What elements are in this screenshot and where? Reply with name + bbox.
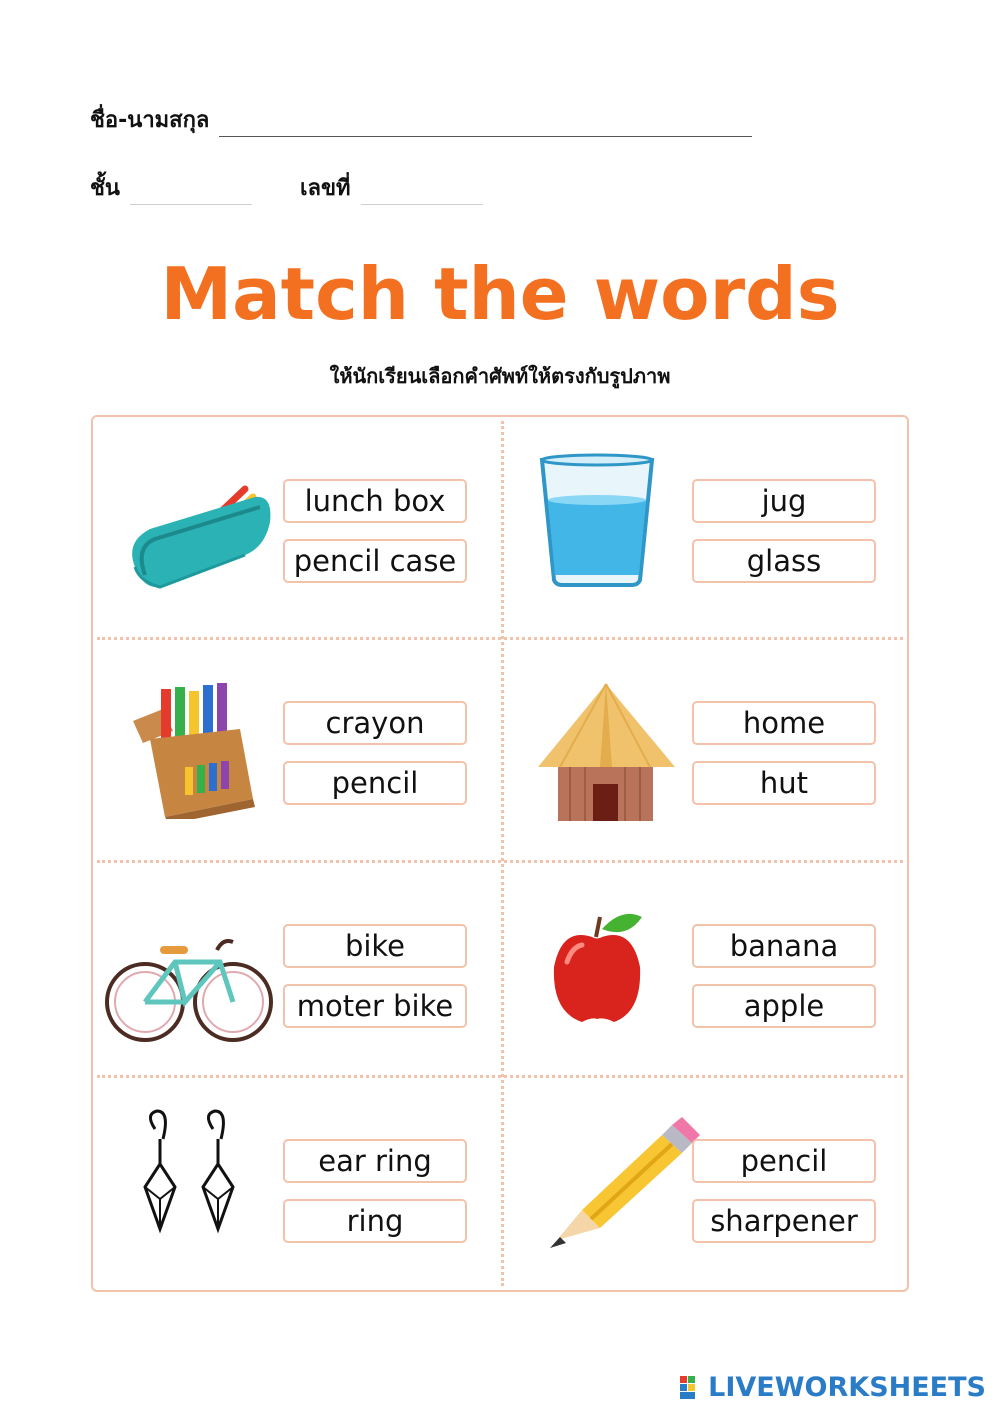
class-line[interactable] (130, 204, 252, 205)
option-box[interactable]: home (692, 701, 876, 745)
liveworksheets-logo (680, 1372, 986, 1403)
option-box[interactable]: banana (692, 924, 876, 968)
option-box[interactable]: pencil (692, 1139, 876, 1183)
match-item (502, 639, 911, 858)
option-box[interactable]: apple (692, 984, 876, 1028)
match-item (93, 639, 502, 858)
earrings-icon (125, 1109, 295, 1259)
option-box[interactable]: ear ring (283, 1139, 467, 1183)
match-item (93, 1077, 502, 1296)
name-label: ชื่อ-นามสกุล (90, 108, 210, 133)
apple-icon (542, 907, 712, 1057)
number-label: เลขที่ (299, 176, 351, 201)
logo-text: LIVEWORKSHEETS (708, 1372, 986, 1403)
match-item (93, 417, 502, 636)
option-box[interactable]: pencil (283, 761, 467, 805)
pencil-case-icon (105, 447, 275, 597)
option-box[interactable]: pencil case (283, 539, 467, 583)
option-box[interactable]: sharpener (692, 1199, 876, 1243)
option-box[interactable]: ring (283, 1199, 467, 1243)
match-grid (91, 415, 909, 1292)
number-line[interactable] (361, 204, 483, 205)
class-label: ชั้น (90, 176, 120, 201)
match-item (502, 417, 911, 636)
option-box[interactable]: crayon (283, 701, 467, 745)
page-title: Match the words (160, 252, 840, 336)
match-item (93, 862, 502, 1081)
option-box[interactable]: glass (692, 539, 876, 583)
name-line[interactable] (219, 136, 752, 137)
crayon-box-icon (105, 669, 275, 819)
hut-icon (530, 679, 700, 829)
glass-icon (522, 445, 692, 595)
bicycle-icon (105, 902, 275, 1052)
option-box[interactable]: bike (283, 924, 467, 968)
logo-mark-icon (680, 1376, 704, 1400)
class-row (90, 170, 483, 205)
option-box[interactable]: moter bike (283, 984, 467, 1028)
match-item (502, 1077, 911, 1296)
pencil-icon (542, 1115, 712, 1265)
match-item (502, 862, 911, 1081)
name-row (90, 102, 752, 137)
instruction: ให้นักเรียนเลือกคำศัพท์ให้ตรงกับรูปภาพ (329, 364, 671, 388)
option-box[interactable]: lunch box (283, 479, 467, 523)
option-box[interactable]: jug (692, 479, 876, 523)
option-box[interactable]: hut (692, 761, 876, 805)
